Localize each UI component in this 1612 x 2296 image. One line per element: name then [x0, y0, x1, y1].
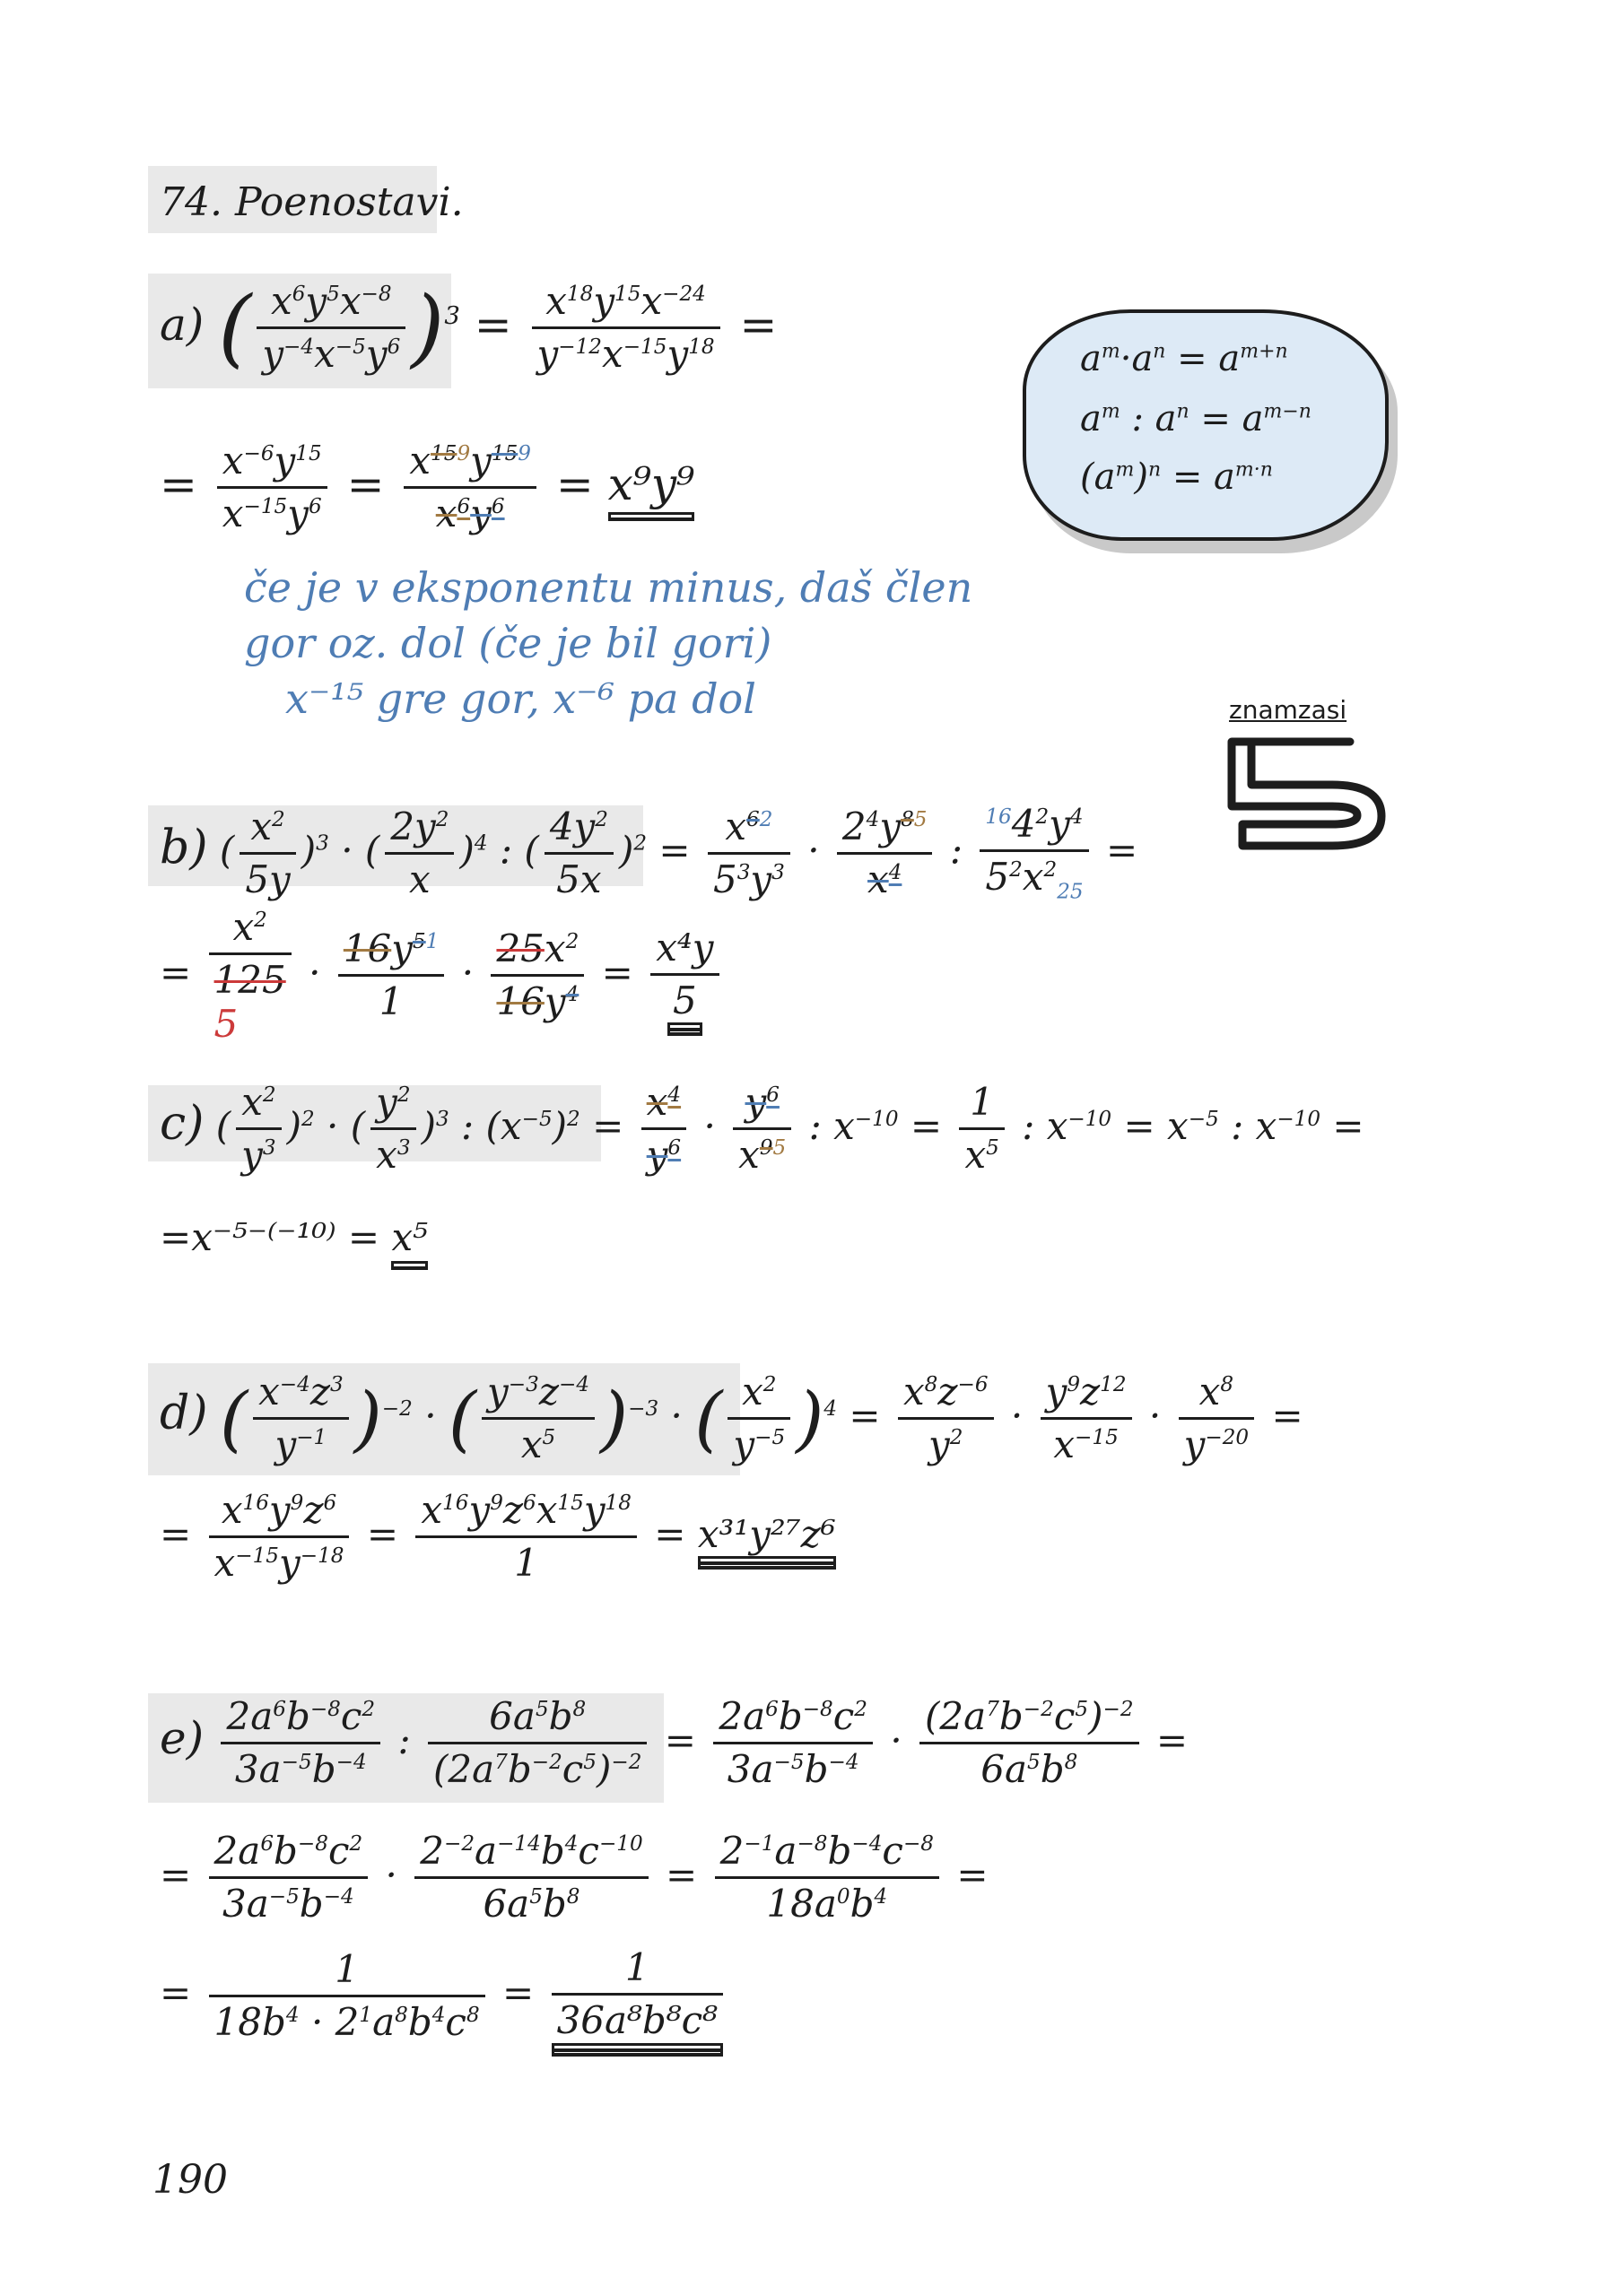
part-e-line1: e) $\frac{2a^6b^{-8}c^2}{3a^{-5}b^{-4}}$ : $\frac{6a^5b^8}{(2a^7b^{-2}c^5)^{-2}}$ = $\frac{2a^6b^{-8}c^2}{3a^{-5}b^{-4}}$ · $\frac{(2a^7b^{-2}c^5)^{-2}}{6a^5b^8}$ = — [160, 1694, 1189, 1792]
logo-five-icon — [1216, 731, 1395, 852]
part-c-line1: c) ( $\frac{x^2}{y^3}$ )$^2$ · ( $\frac{y^2}{x^3}$ )$^3$ : $(x^{-5})^2$ = $\frac{x^4}{y^6}$ · $\frac{y^6}{x^{95}}$ : $x^{-10}$ = $\frac{1}{x^5}$ : $x^{-10} = x^{-5}$ : $x^{-10}$ = — [160, 1080, 1364, 1178]
note-line1: če je v eksponentu minus, daš člen — [244, 563, 973, 612]
part-a-line1: a) ( $\frac{x^6y^5x^{-8}}{y^{-4}x^{-5}y^6}$ )$^3$ = $\frac{x^{18}y^{15}x^{-24}}{y^{-12}x^{-15}y^{18}}$ = — [160, 278, 778, 378]
part-d-label: d) — [160, 1386, 208, 1440]
part-b-label: b) — [160, 821, 208, 875]
part-e-label: e) — [160, 1711, 205, 1764]
page-number: 190 — [152, 2157, 228, 2203]
part-b-result-den: 5 — [667, 979, 702, 1025]
part-e-line2: = $\frac{2a^6b^{-8}c^2}{3a^{-5}b^{-4}}$ · $\frac{2^{-2}a^{-14}b^4c^{-10}}{6a^5b^8}$ = $\frac{2^{-1}a^{-8}b^{-4}c^{-8}}{18a^0b^4}$ = — [160, 1829, 989, 1926]
part-b-result-num: x⁴y — [656, 925, 714, 970]
part-e-line3: = $\frac{1}{18b^4 \cdot 2^1a^8b^4c^8}$ = $\frac{1}{\text{36a⁸b⁸c⁸}}$ — [160, 1946, 728, 2046]
logo-text: znamzasi — [1229, 695, 1347, 725]
part-d-result: x³¹y²⁷z⁶ — [698, 1512, 836, 1559]
part-b-line2: = $x^2$ 125 5 · $\frac{16y^{51}}{1}$ · $\frac{25x^2}{16y^4}$ = $\frac{\text{x⁴y}}{5}$ — [160, 906, 725, 1046]
rule-quotient: $a^m$ : $a^n = a^{m-n}$ — [1080, 398, 1311, 439]
part-b-line1: b) ( $\frac{x^2}{5y}$ )$^3$ · ( $\frac{2y^2}{x}$ )$^4$ : ( $\frac{4y^2}{5x}$ )$^2$ = $\frac{x^{62}}{5^3y^3}$ · $\frac{2^4y^{85}}{x^4}$ : $\frac{^{16}4^2y^4}{5^2x^2_{25}}$ = — [160, 802, 1138, 904]
exercise-title: 74. Poenostavi. — [160, 179, 464, 225]
note-line2: gor oz. dol (če je bil gori) — [244, 619, 772, 667]
part-d-line2: = $\frac{x^{16}y^9z^6}{x^{-15}y^{-18}}$ = $\frac{x^{16}y^9z^6x^{15}y^{18}}{1}$ = x³¹y²⁷z⁶ — [160, 1488, 836, 1586]
part-a-label: a) — [160, 298, 205, 351]
part-e-result-den: 36a⁸b⁸c⁸ — [552, 1999, 723, 2045]
part-c-result: x⁵ — [391, 1215, 428, 1264]
part-c-line2: =x⁻⁵⁻⁽⁻¹⁰⁾ = x⁵ — [160, 1215, 428, 1264]
part-d-line1: d) ( $\frac{x^{-4}z^3}{y^{-1}}$ )$^{-2}$ · ( $\frac{y^{-3}z^{-4}}{x^5}$ )$^{-3}$ · ( $\frac{x^2}{y^{-5}}$ )$^4$ = $\frac{x^8z^{-6}}{y^2}$ · $\frac{y^9z^{12}}{x^{-15}}$ · $\frac{x^8}{y^{-20}}$ = — [160, 1370, 1303, 1467]
part-e-result-num: 1 — [624, 1945, 649, 1989]
note-line3: x⁻¹⁵ gre gor, x⁻⁶ pa dol — [285, 674, 756, 723]
exponent-rules-cloud — [1023, 309, 1389, 541]
rule-product: $a^m\cdot a^n = a^{m+n}$ — [1080, 338, 1288, 379]
rule-power: $(a^m)^n = a^{m\cdot n}$ — [1080, 457, 1273, 498]
part-c-label: c) — [160, 1096, 205, 1151]
part-a-result: x⁹y⁹ — [608, 458, 695, 515]
part-a-line2: = $\frac{x^{-6}y^{15}}{x^{-15}y^6}$ = $\frac{x^{159}y^{159}}{x^6y^6}$ = x⁹y⁹ — [160, 439, 695, 536]
part-c-step: =x⁻⁵⁻⁽⁻¹⁰⁾ — [160, 1215, 336, 1259]
